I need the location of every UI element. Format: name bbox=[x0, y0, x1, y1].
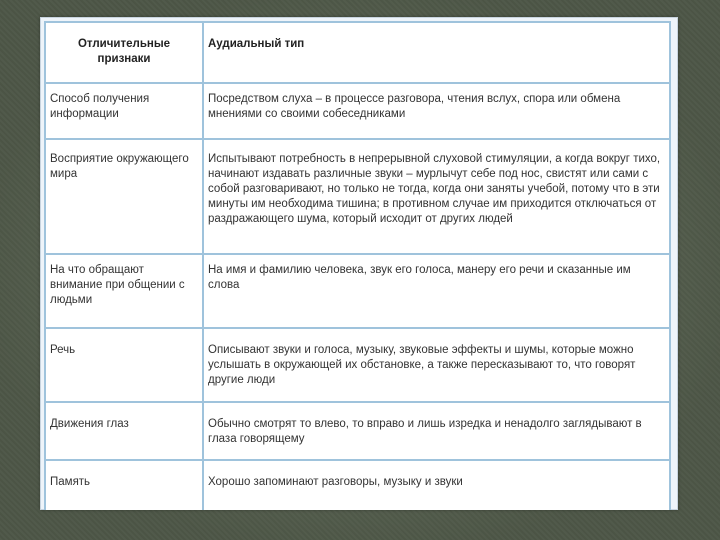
row-feature: Восприятие окружающего мира bbox=[45, 139, 203, 254]
header-auditory-type: Аудиальный тип bbox=[203, 22, 670, 83]
table-row bbox=[45, 254, 670, 328]
row-feature: Память bbox=[45, 460, 203, 510]
row-feature: Способ получения информации bbox=[45, 83, 203, 139]
row-feature: На что обращают внимание при общении с людьми bbox=[45, 254, 203, 328]
table-header-row bbox=[45, 22, 670, 83]
comparison-table bbox=[44, 21, 671, 510]
row-description: Обычно смотрят то влево, то вправо и лишь изредка и ненадолго заглядывают в глаза говорящему bbox=[203, 402, 670, 460]
table-row bbox=[45, 83, 670, 139]
row-description: Посредством слуха – в процессе разговора, чтения вслух, спора или обмена мнениями со своими собеседниками bbox=[203, 83, 670, 139]
table-row bbox=[45, 139, 670, 254]
table-row bbox=[45, 460, 670, 510]
table-sheet bbox=[44, 21, 671, 510]
row-feature: Движения глаз bbox=[45, 402, 203, 460]
table-row bbox=[45, 328, 670, 402]
header-features: Отличительные признаки bbox=[45, 22, 203, 83]
row-description: На имя и фамилию человека, звук его голоса, манеру его речи и сказанные им слова bbox=[203, 254, 670, 328]
row-description: Описывают звуки и голоса, музыку, звуковые эффекты и шумы, которые можно услышать в окружающей их обстановке, а также пересказывают то, что говорят другие люди bbox=[203, 328, 670, 402]
row-description: Хорошо запоминают разговоры, музыку и звуки bbox=[203, 460, 670, 510]
row-feature: Речь bbox=[45, 328, 203, 402]
table-row bbox=[45, 402, 670, 460]
row-description: Испытывают потребность в непрерывной слуховой стимуляции, а когда вокруг тихо, начинают издавать различные звуки – мурлычут себе под нос, свистят или сами с собой разговаривают, но только не тогда, когда они заняты учебой, потому что в эти минуты им необходима тишина; в противном случае им приходится отключаться от раздражающего шума, который исходит от других людей bbox=[203, 139, 670, 254]
